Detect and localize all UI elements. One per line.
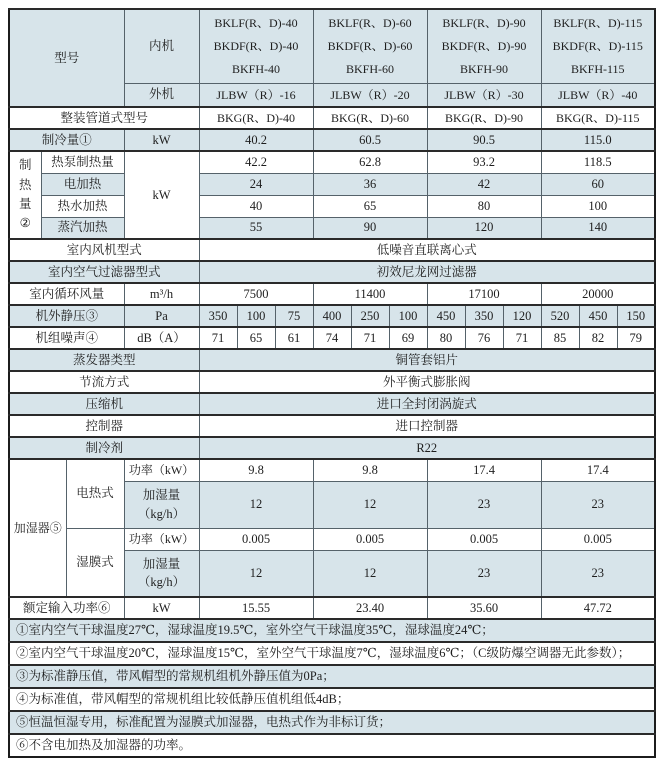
throttle-value: 外平衡式膨胀阀 — [199, 371, 655, 393]
air-volume-value: 17100 — [427, 283, 541, 305]
heating-value: 42.2 — [199, 151, 313, 173]
footnote-1: ①室内空气干球温度27℃，湿球温度19.5℃，室外空气干球温度35℃，湿球温度24℃； — [9, 619, 655, 642]
packaged-duct-value: BKG(R、D)-40 — [199, 107, 313, 129]
heating-value: 36 — [313, 173, 427, 195]
noise-value: 79 — [617, 327, 655, 349]
model-row-label: 型号 — [9, 9, 124, 107]
noise-value: 85 — [541, 327, 579, 349]
heating-value: 40 — [199, 195, 313, 217]
humidifier-capacity-value: 23 — [427, 481, 541, 528]
indoor-models-90 — [427, 9, 541, 83]
static-pressure-value: 400 — [313, 305, 351, 327]
controller-label: 控制器 — [9, 415, 199, 437]
indoor-model-line: BKLF(R、D)-60 — [328, 15, 412, 30]
humidifier-capacity-label — [124, 550, 199, 597]
static-pressure-value: 120 — [503, 305, 541, 327]
noise-unit: dB（A） — [124, 327, 199, 349]
footnote-3: ③为标准静压值，带风帽型的常规机组机外静压值为0Pa； — [9, 665, 655, 688]
packaged-duct-value: BKG(R、D)-115 — [541, 107, 655, 129]
indoor-model-line: BKFH-90 — [459, 61, 508, 76]
controller-value: 进口控制器 — [199, 415, 655, 437]
rated-power-value: 47.72 — [541, 597, 655, 619]
heating-group-char: ② — [19, 216, 31, 231]
spec-table — [8, 8, 656, 758]
static-pressure-value: 520 — [541, 305, 579, 327]
static-pressure-value: 450 — [579, 305, 617, 327]
noise-label: 机组噪声④ — [9, 327, 124, 349]
heating-row-label: 热泵制热量 — [41, 151, 124, 173]
evaporator-value: 铜管套铝片 — [199, 349, 655, 371]
air-volume-value: 7500 — [199, 283, 313, 305]
humidifier-power-label: 功率（kW） — [124, 459, 199, 481]
outdoor-model: JLBW（R）-40 — [541, 83, 655, 107]
humidifier-capacity-value: 12 — [313, 550, 427, 597]
indoor-model-line: BKFH-115 — [570, 61, 625, 76]
capacity-unit-line: （kg/h） — [137, 575, 186, 590]
refrigerant-label: 制冷剂 — [9, 437, 199, 459]
heating-value: 80 — [427, 195, 541, 217]
indoor-model-line: BKDF(R、D)-60 — [327, 38, 413, 53]
heating-value: 100 — [541, 195, 655, 217]
packaged-duct-label: 整装管道式型号 — [9, 107, 199, 129]
air-volume-label: 室内循环风量 — [9, 283, 124, 305]
heating-value: 62.8 — [313, 151, 427, 173]
noise-value: 74 — [313, 327, 351, 349]
indoor-model-line: BKLF(R、D)-90 — [442, 15, 526, 30]
humidifier-power-value: 17.4 — [427, 459, 541, 481]
humidifier-power-value: 0.005 — [541, 528, 655, 550]
static-pressure-value: 150 — [617, 305, 655, 327]
heating-value: 90 — [313, 217, 427, 239]
indoor-models-60 — [313, 9, 427, 83]
humidifier-capacity-value: 12 — [199, 481, 313, 528]
noise-value: 61 — [275, 327, 313, 349]
indoor-model-line: BKDF(R、D)-40 — [213, 38, 299, 53]
noise-value: 71 — [503, 327, 541, 349]
static-pressure-unit: Pa — [124, 305, 199, 327]
heating-value: 93.2 — [427, 151, 541, 173]
humidifier-capacity-value: 23 — [541, 481, 655, 528]
static-pressure-value: 350 — [199, 305, 237, 327]
heating-group-label — [9, 151, 41, 239]
indoor-unit-label: 内机 — [124, 9, 199, 83]
compressor-value: 进口全封闭涡旋式 — [199, 393, 655, 415]
footnote-4: ④为标准值，带风帽型的常规机组比较低静压值机组低4dB； — [9, 688, 655, 711]
packaged-duct-value: BKG(R、D)-90 — [427, 107, 541, 129]
humidifier-power-value: 9.8 — [199, 459, 313, 481]
filter-type-value: 初效尼龙网过滤器 — [199, 261, 655, 283]
rated-power-value: 15.55 — [199, 597, 313, 619]
heating-row-label: 蒸汽加热 — [41, 217, 124, 239]
indoor-model-line: BKDF(R、D)-90 — [441, 38, 527, 53]
footnote-2: ②室内空气干球温度20℃，湿球温度15℃，室外空气干球温度7℃，湿球温度6℃；（C级防爆空调器无此参数）； — [9, 642, 655, 665]
humidifier-power-value: 0.005 — [313, 528, 427, 550]
humidifier-capacity-value: 12 — [199, 550, 313, 597]
cooling-value: 115.0 — [541, 129, 655, 151]
refrigerant-value: R22 — [199, 437, 655, 459]
capacity-unit-line: （kg/h） — [137, 506, 186, 521]
fan-type-value: 低噪音直联离心式 — [199, 239, 655, 261]
heating-group-char: 热 — [18, 177, 32, 192]
compressor-label: 压缩机 — [9, 393, 199, 415]
rated-power-unit: kW — [124, 597, 199, 619]
capacity-label-line: 加湿量 — [142, 556, 181, 571]
humidifier-type-label: 电热式 — [66, 459, 124, 528]
air-volume-value: 20000 — [541, 283, 655, 305]
humidifier-power-value: 0.005 — [427, 528, 541, 550]
indoor-model-line: BKLF(R、D)-40 — [214, 15, 298, 30]
heating-value: 60 — [541, 173, 655, 195]
cooling-label: 制冷量① — [9, 129, 124, 151]
heating-value: 65 — [313, 195, 427, 217]
packaged-duct-value: BKG(R、D)-60 — [313, 107, 427, 129]
noise-value: 69 — [389, 327, 427, 349]
indoor-model-line: BKFH-60 — [345, 61, 394, 76]
heating-group-char: 制 — [18, 158, 32, 173]
outdoor-model: JLBW（R）-30 — [427, 83, 541, 107]
noise-value: 76 — [465, 327, 503, 349]
heating-value: 55 — [199, 217, 313, 239]
footnote-5: ⑤恒温恒湿专用，标准配置为湿膜式加湿器，电热式作为非标订货； — [9, 711, 655, 734]
outdoor-model: JLBW（R）-20 — [313, 83, 427, 107]
noise-value: 82 — [579, 327, 617, 349]
static-pressure-value: 250 — [351, 305, 389, 327]
static-pressure-value: 75 — [275, 305, 313, 327]
static-pressure-value: 100 — [389, 305, 427, 327]
cooling-value: 40.2 — [199, 129, 313, 151]
rated-power-value: 35.60 — [427, 597, 541, 619]
evaporator-label: 蒸发器类型 — [9, 349, 199, 371]
cooling-unit: kW — [124, 129, 199, 151]
heating-row-label: 电加热 — [41, 173, 124, 195]
static-pressure-label: 机外静压③ — [9, 305, 124, 327]
heating-value: 118.5 — [541, 151, 655, 173]
outdoor-unit-label: 外机 — [124, 83, 199, 107]
humidifier-type-label: 湿膜式 — [66, 528, 124, 597]
static-pressure-value: 450 — [427, 305, 465, 327]
heating-unit: kW — [124, 151, 199, 239]
outdoor-model: JLBW（R）-16 — [199, 83, 313, 107]
indoor-model-line: BKDF(R、D)-115 — [552, 38, 643, 53]
heating-value: 140 — [541, 217, 655, 239]
heating-value: 120 — [427, 217, 541, 239]
humidifier-group-label: 加湿器⑤ — [9, 459, 66, 597]
static-pressure-value: 350 — [465, 305, 503, 327]
cooling-value: 60.5 — [313, 129, 427, 151]
indoor-model-line: BKLF(R、D)-115 — [553, 15, 643, 30]
humidifier-power-value: 9.8 — [313, 459, 427, 481]
throttle-label: 节流方式 — [9, 371, 199, 393]
air-volume-value: 11400 — [313, 283, 427, 305]
rated-power-label: 额定输入功率⑥ — [9, 597, 124, 619]
rated-power-value: 23.40 — [313, 597, 427, 619]
humidifier-power-value: 17.4 — [541, 459, 655, 481]
noise-value: 71 — [199, 327, 237, 349]
humidifier-capacity-label — [124, 481, 199, 528]
noise-value: 71 — [351, 327, 389, 349]
heating-group-char: 量 — [18, 197, 32, 211]
air-volume-unit: m³/h — [124, 283, 199, 305]
capacity-label-line: 加湿量 — [142, 487, 181, 502]
indoor-models-40 — [199, 9, 313, 83]
humidifier-capacity-value: 23 — [427, 550, 541, 597]
indoor-model-line: BKFH-40 — [231, 61, 280, 76]
heating-row-label: 热水加热 — [41, 195, 124, 217]
humidifier-capacity-value: 12 — [313, 481, 427, 528]
heating-value: 42 — [427, 173, 541, 195]
fan-type-label: 室内风机型式 — [9, 239, 199, 261]
humidifier-power-label: 功率（kW） — [124, 528, 199, 550]
noise-value: 80 — [427, 327, 465, 349]
humidifier-capacity-value: 23 — [541, 550, 655, 597]
filter-type-label: 室内空气过滤器型式 — [9, 261, 199, 283]
noise-value: 65 — [237, 327, 275, 349]
humidifier-power-value: 0.005 — [199, 528, 313, 550]
static-pressure-value: 100 — [237, 305, 275, 327]
cooling-value: 90.5 — [427, 129, 541, 151]
indoor-models-115 — [541, 9, 655, 83]
heating-value: 24 — [199, 173, 313, 195]
footnote-6: ⑥不含电加热及加湿器的功率。 — [9, 734, 655, 757]
